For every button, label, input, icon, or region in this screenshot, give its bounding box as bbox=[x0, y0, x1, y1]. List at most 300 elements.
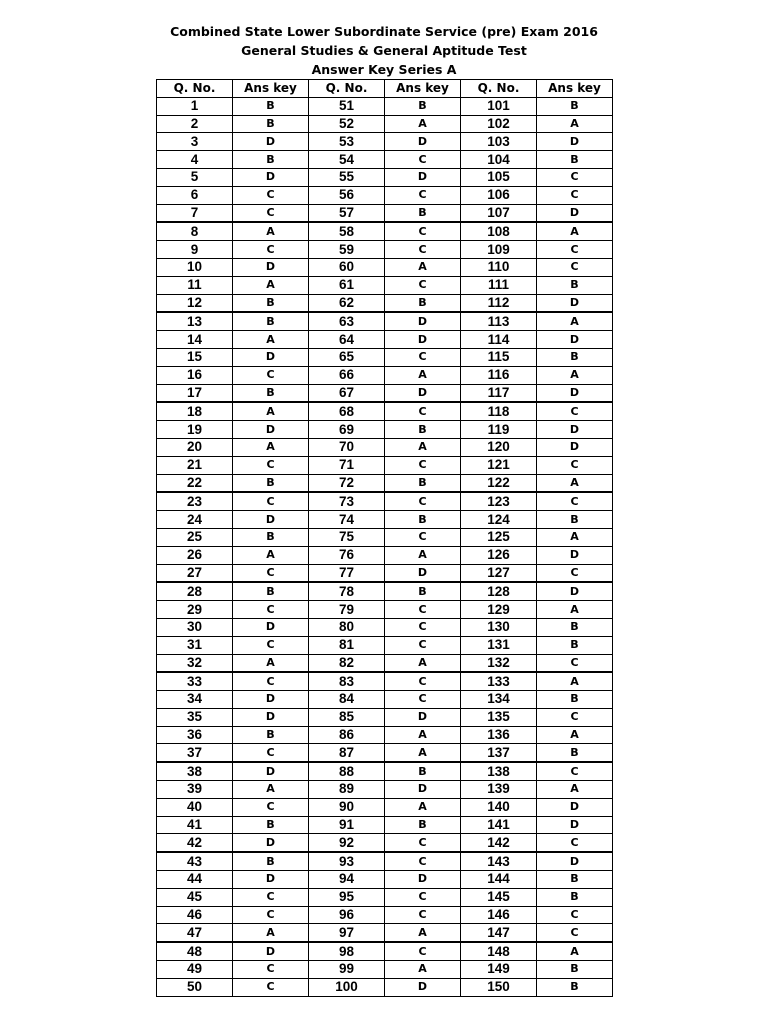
answer-key-cell: C bbox=[233, 888, 309, 906]
answer-key-cell: D bbox=[233, 691, 309, 709]
question-number-cell: 26 bbox=[157, 546, 233, 564]
question-number-cell: 96 bbox=[309, 906, 385, 924]
question-number-cell: 1 bbox=[157, 97, 233, 115]
table-row bbox=[157, 168, 613, 186]
answer-key-cell: D bbox=[537, 798, 613, 816]
answer-key-cell: D bbox=[385, 312, 461, 330]
question-number-cell: 7 bbox=[157, 204, 233, 222]
question-number-cell: 93 bbox=[309, 852, 385, 870]
table-row bbox=[157, 528, 613, 546]
column-header-anskey-2: Ans key bbox=[385, 80, 461, 98]
question-number-cell: 61 bbox=[309, 276, 385, 294]
answer-key-cell: C bbox=[233, 186, 309, 204]
answer-key-cell: A bbox=[385, 438, 461, 456]
answer-key-cell: B bbox=[385, 582, 461, 600]
answer-key-cell: C bbox=[233, 564, 309, 582]
question-number-cell: 108 bbox=[461, 222, 537, 240]
answer-key-cell: D bbox=[233, 258, 309, 276]
table-row bbox=[157, 601, 613, 619]
answer-key-cell: A bbox=[537, 474, 613, 492]
question-number-cell: 29 bbox=[157, 601, 233, 619]
question-number-cell: 73 bbox=[309, 492, 385, 510]
answer-key-cell: D bbox=[537, 438, 613, 456]
question-number-cell: 52 bbox=[309, 115, 385, 133]
answer-key-cell: D bbox=[233, 871, 309, 889]
question-number-cell: 137 bbox=[461, 744, 537, 762]
table-row bbox=[157, 888, 613, 906]
answer-key-cell: A bbox=[385, 654, 461, 672]
question-number-cell: 80 bbox=[309, 618, 385, 636]
question-number-cell: 100 bbox=[309, 978, 385, 996]
answer-key-cell: A bbox=[537, 312, 613, 330]
table-row bbox=[157, 582, 613, 600]
question-number-cell: 144 bbox=[461, 871, 537, 889]
question-number-cell: 31 bbox=[157, 636, 233, 654]
question-number-cell: 50 bbox=[157, 978, 233, 996]
question-number-cell: 94 bbox=[309, 871, 385, 889]
question-number-cell: 11 bbox=[157, 276, 233, 294]
answer-key-cell: C bbox=[537, 654, 613, 672]
answer-key-cell: D bbox=[385, 331, 461, 349]
column-header-anskey-1: Ans key bbox=[233, 80, 309, 98]
question-number-cell: 131 bbox=[461, 636, 537, 654]
test-subtitle: General Studies & General Aptitude Test bbox=[241, 43, 527, 58]
question-number-cell: 109 bbox=[461, 241, 537, 259]
question-number-cell: 78 bbox=[309, 582, 385, 600]
question-number-cell: 139 bbox=[461, 781, 537, 799]
answer-key-cell: B bbox=[233, 312, 309, 330]
table-row bbox=[157, 151, 613, 169]
answer-key-cell: C bbox=[233, 744, 309, 762]
answer-key-cell: B bbox=[537, 618, 613, 636]
question-number-cell: 66 bbox=[309, 366, 385, 384]
table-row bbox=[157, 978, 613, 996]
answer-key-cell: D bbox=[385, 781, 461, 799]
answer-key-cell: A bbox=[385, 366, 461, 384]
question-number-cell: 32 bbox=[157, 654, 233, 672]
question-number-cell: 114 bbox=[461, 331, 537, 349]
column-header-qno-3: Q. No. bbox=[461, 80, 537, 98]
answer-key-cell: D bbox=[385, 168, 461, 186]
question-number-cell: 148 bbox=[461, 942, 537, 960]
question-number-cell: 118 bbox=[461, 402, 537, 420]
question-number-cell: 74 bbox=[309, 511, 385, 529]
answer-key-cell: B bbox=[233, 582, 309, 600]
question-number-cell: 14 bbox=[157, 331, 233, 349]
answer-key-cell: A bbox=[385, 744, 461, 762]
answer-key-cell: A bbox=[537, 942, 613, 960]
answer-key-cell: B bbox=[385, 421, 461, 439]
answer-key-cell: A bbox=[233, 781, 309, 799]
answer-key-cell: A bbox=[385, 258, 461, 276]
answer-key-cell: C bbox=[233, 906, 309, 924]
question-number-cell: 22 bbox=[157, 474, 233, 492]
question-number-cell: 69 bbox=[309, 421, 385, 439]
question-number-cell: 85 bbox=[309, 708, 385, 726]
table-row bbox=[157, 241, 613, 259]
answer-key-cell: C bbox=[385, 186, 461, 204]
answer-key-cell: C bbox=[537, 708, 613, 726]
answer-key-cell: B bbox=[537, 888, 613, 906]
question-number-cell: 126 bbox=[461, 546, 537, 564]
question-number-cell: 68 bbox=[309, 402, 385, 420]
answer-key-cell: D bbox=[233, 618, 309, 636]
answer-key-cell: A bbox=[537, 222, 613, 240]
table-row bbox=[157, 672, 613, 690]
answer-key-cell: D bbox=[233, 942, 309, 960]
answer-key-cell: D bbox=[233, 708, 309, 726]
answer-key-cell: B bbox=[233, 528, 309, 546]
table-header-row bbox=[157, 80, 613, 98]
answer-key-cell: B bbox=[537, 97, 613, 115]
answer-key-cell: B bbox=[233, 115, 309, 133]
answer-key-cell: C bbox=[385, 834, 461, 852]
question-number-cell: 134 bbox=[461, 691, 537, 709]
question-number-cell: 15 bbox=[157, 348, 233, 366]
question-number-cell: 41 bbox=[157, 816, 233, 834]
table-row bbox=[157, 744, 613, 762]
question-number-cell: 149 bbox=[461, 961, 537, 979]
answer-key-cell: C bbox=[537, 186, 613, 204]
question-number-cell: 129 bbox=[461, 601, 537, 619]
table-row bbox=[157, 456, 613, 474]
answer-key-cell: C bbox=[385, 222, 461, 240]
question-number-cell: 99 bbox=[309, 961, 385, 979]
question-number-cell: 141 bbox=[461, 816, 537, 834]
question-number-cell: 135 bbox=[461, 708, 537, 726]
question-number-cell: 57 bbox=[309, 204, 385, 222]
answer-key-cell: A bbox=[385, 924, 461, 942]
question-number-cell: 63 bbox=[309, 312, 385, 330]
question-number-cell: 146 bbox=[461, 906, 537, 924]
question-number-cell: 55 bbox=[309, 168, 385, 186]
question-number-cell: 110 bbox=[461, 258, 537, 276]
question-number-cell: 36 bbox=[157, 726, 233, 744]
question-number-cell: 111 bbox=[461, 276, 537, 294]
answer-key-cell: C bbox=[385, 636, 461, 654]
answer-key-cell: A bbox=[233, 402, 309, 420]
question-number-cell: 119 bbox=[461, 421, 537, 439]
answer-key-cell: C bbox=[385, 348, 461, 366]
answer-key-cell: D bbox=[385, 133, 461, 151]
answer-key-cell: D bbox=[233, 168, 309, 186]
answer-key-cell: D bbox=[537, 852, 613, 870]
question-number-cell: 70 bbox=[309, 438, 385, 456]
answer-key-cell: C bbox=[385, 618, 461, 636]
answer-key-cell: B bbox=[537, 151, 613, 169]
table-row bbox=[157, 762, 613, 780]
table-row bbox=[157, 312, 613, 330]
question-number-cell: 45 bbox=[157, 888, 233, 906]
question-number-cell: 116 bbox=[461, 366, 537, 384]
answer-key-cell: B bbox=[385, 474, 461, 492]
question-number-cell: 84 bbox=[309, 691, 385, 709]
answer-key-table bbox=[156, 79, 613, 997]
question-number-cell: 2 bbox=[157, 115, 233, 133]
answer-key-cell: C bbox=[385, 528, 461, 546]
table-row bbox=[157, 402, 613, 420]
column-header-qno-2: Q. No. bbox=[309, 80, 385, 98]
answer-key-cell: B bbox=[385, 511, 461, 529]
question-number-cell: 4 bbox=[157, 151, 233, 169]
question-number-cell: 71 bbox=[309, 456, 385, 474]
answer-key-cell: D bbox=[385, 871, 461, 889]
table-row bbox=[157, 852, 613, 870]
question-number-cell: 117 bbox=[461, 384, 537, 402]
answer-key-cell: D bbox=[537, 421, 613, 439]
table-row bbox=[157, 564, 613, 582]
question-number-cell: 115 bbox=[461, 348, 537, 366]
document-header bbox=[0, 22, 768, 79]
question-number-cell: 51 bbox=[309, 97, 385, 115]
answer-key-cell: D bbox=[537, 816, 613, 834]
table-row bbox=[157, 924, 613, 942]
question-number-cell: 13 bbox=[157, 312, 233, 330]
answer-key-cell: A bbox=[537, 528, 613, 546]
question-number-cell: 17 bbox=[157, 384, 233, 402]
question-number-cell: 86 bbox=[309, 726, 385, 744]
answer-key-cell: C bbox=[385, 241, 461, 259]
answer-key-cell: D bbox=[537, 546, 613, 564]
answer-key-cell: D bbox=[537, 384, 613, 402]
answer-key-cell: D bbox=[537, 294, 613, 312]
answer-key-cell: C bbox=[385, 492, 461, 510]
question-number-cell: 24 bbox=[157, 511, 233, 529]
table-row bbox=[157, 906, 613, 924]
question-number-cell: 105 bbox=[461, 168, 537, 186]
answer-key-cell: C bbox=[385, 151, 461, 169]
question-number-cell: 5 bbox=[157, 168, 233, 186]
answer-key-cell: C bbox=[537, 924, 613, 942]
answer-key-cell: A bbox=[233, 546, 309, 564]
question-number-cell: 92 bbox=[309, 834, 385, 852]
question-number-cell: 112 bbox=[461, 294, 537, 312]
answer-key-cell: B bbox=[537, 691, 613, 709]
question-number-cell: 34 bbox=[157, 691, 233, 709]
answer-key-cell: B bbox=[233, 726, 309, 744]
question-number-cell: 130 bbox=[461, 618, 537, 636]
answer-key-cell: B bbox=[537, 978, 613, 996]
answer-key-cell: A bbox=[537, 781, 613, 799]
table-row bbox=[157, 258, 613, 276]
exam-title: Combined State Lower Subordinate Service (pre) Exam 2016 bbox=[170, 24, 598, 39]
answer-key-cell: A bbox=[385, 961, 461, 979]
question-number-cell: 56 bbox=[309, 186, 385, 204]
question-number-cell: 46 bbox=[157, 906, 233, 924]
table-row bbox=[157, 781, 613, 799]
table-row bbox=[157, 384, 613, 402]
question-number-cell: 60 bbox=[309, 258, 385, 276]
question-number-cell: 30 bbox=[157, 618, 233, 636]
question-number-cell: 104 bbox=[461, 151, 537, 169]
answer-key-cell: B bbox=[233, 384, 309, 402]
question-number-cell: 98 bbox=[309, 942, 385, 960]
answer-key-cell: D bbox=[385, 708, 461, 726]
answer-key-cell: C bbox=[233, 204, 309, 222]
answer-key-cell: B bbox=[537, 348, 613, 366]
question-number-cell: 49 bbox=[157, 961, 233, 979]
question-number-cell: 39 bbox=[157, 781, 233, 799]
question-number-cell: 75 bbox=[309, 528, 385, 546]
answer-key-cell: B bbox=[233, 474, 309, 492]
answer-key-cell: C bbox=[537, 168, 613, 186]
answer-key-cell: C bbox=[233, 798, 309, 816]
answer-key-cell: C bbox=[385, 402, 461, 420]
question-number-cell: 42 bbox=[157, 834, 233, 852]
question-number-cell: 23 bbox=[157, 492, 233, 510]
question-number-cell: 133 bbox=[461, 672, 537, 690]
answer-key-cell: B bbox=[233, 852, 309, 870]
question-number-cell: 65 bbox=[309, 348, 385, 366]
question-number-cell: 125 bbox=[461, 528, 537, 546]
answer-key-cell: A bbox=[537, 672, 613, 690]
question-number-cell: 77 bbox=[309, 564, 385, 582]
answer-key-cell: A bbox=[233, 276, 309, 294]
question-number-cell: 101 bbox=[461, 97, 537, 115]
question-number-cell: 25 bbox=[157, 528, 233, 546]
answer-key-cell: C bbox=[233, 636, 309, 654]
table-row bbox=[157, 133, 613, 151]
answer-key-cell: B bbox=[233, 97, 309, 115]
question-number-cell: 82 bbox=[309, 654, 385, 672]
question-number-cell: 19 bbox=[157, 421, 233, 439]
question-number-cell: 123 bbox=[461, 492, 537, 510]
table-row bbox=[157, 474, 613, 492]
question-number-cell: 124 bbox=[461, 511, 537, 529]
answer-key-cell: C bbox=[233, 978, 309, 996]
table-row bbox=[157, 511, 613, 529]
answer-key-cell: D bbox=[537, 331, 613, 349]
question-number-cell: 20 bbox=[157, 438, 233, 456]
answer-key-cell: D bbox=[537, 204, 613, 222]
question-number-cell: 6 bbox=[157, 186, 233, 204]
answer-key-cell: C bbox=[233, 456, 309, 474]
answer-key-cell: C bbox=[537, 906, 613, 924]
question-number-cell: 127 bbox=[461, 564, 537, 582]
answer-key-cell: B bbox=[385, 816, 461, 834]
question-number-cell: 107 bbox=[461, 204, 537, 222]
question-number-cell: 106 bbox=[461, 186, 537, 204]
question-number-cell: 37 bbox=[157, 744, 233, 762]
question-number-cell: 18 bbox=[157, 402, 233, 420]
answer-key-cell: D bbox=[385, 978, 461, 996]
question-number-cell: 48 bbox=[157, 942, 233, 960]
question-number-cell: 43 bbox=[157, 852, 233, 870]
question-number-cell: 87 bbox=[309, 744, 385, 762]
table-row bbox=[157, 276, 613, 294]
answer-key-cell: B bbox=[537, 276, 613, 294]
answer-key-cell: C bbox=[537, 241, 613, 259]
answer-key-cell: D bbox=[233, 834, 309, 852]
answer-key-cell: A bbox=[233, 222, 309, 240]
answer-key-cell: C bbox=[233, 366, 309, 384]
question-number-cell: 142 bbox=[461, 834, 537, 852]
answer-key-cell: C bbox=[385, 276, 461, 294]
question-number-cell: 38 bbox=[157, 762, 233, 780]
answer-key-cell: C bbox=[385, 691, 461, 709]
answer-key-cell: C bbox=[385, 906, 461, 924]
question-number-cell: 35 bbox=[157, 708, 233, 726]
question-number-cell: 62 bbox=[309, 294, 385, 312]
question-number-cell: 58 bbox=[309, 222, 385, 240]
question-number-cell: 120 bbox=[461, 438, 537, 456]
table-row bbox=[157, 871, 613, 889]
question-number-cell: 88 bbox=[309, 762, 385, 780]
answer-key-cell: B bbox=[385, 294, 461, 312]
question-number-cell: 40 bbox=[157, 798, 233, 816]
question-number-cell: 72 bbox=[309, 474, 385, 492]
answer-key-cell: A bbox=[385, 546, 461, 564]
table-row bbox=[157, 294, 613, 312]
question-number-cell: 81 bbox=[309, 636, 385, 654]
series-label: Answer Key Series A bbox=[311, 62, 457, 77]
question-number-cell: 33 bbox=[157, 672, 233, 690]
table-row bbox=[157, 366, 613, 384]
question-number-cell: 12 bbox=[157, 294, 233, 312]
answer-key-cell: D bbox=[385, 384, 461, 402]
answer-key-cell: C bbox=[385, 942, 461, 960]
answer-key-cell: B bbox=[537, 871, 613, 889]
answer-key-cell: B bbox=[233, 151, 309, 169]
table-row bbox=[157, 834, 613, 852]
table-row bbox=[157, 691, 613, 709]
table-row bbox=[157, 942, 613, 960]
answer-key-cell: D bbox=[385, 564, 461, 582]
answer-key-cell: C bbox=[233, 961, 309, 979]
answer-key-cell: C bbox=[233, 672, 309, 690]
question-number-cell: 132 bbox=[461, 654, 537, 672]
question-number-cell: 28 bbox=[157, 582, 233, 600]
answer-key-cell: D bbox=[537, 582, 613, 600]
answer-key-cell: D bbox=[233, 133, 309, 151]
question-number-cell: 44 bbox=[157, 871, 233, 889]
answer-key-cell: A bbox=[537, 601, 613, 619]
answer-key-cell: A bbox=[385, 798, 461, 816]
question-number-cell: 10 bbox=[157, 258, 233, 276]
answer-key-cell: A bbox=[233, 438, 309, 456]
question-number-cell: 143 bbox=[461, 852, 537, 870]
question-number-cell: 16 bbox=[157, 366, 233, 384]
answer-key-cell: B bbox=[233, 294, 309, 312]
answer-key-cell: B bbox=[385, 204, 461, 222]
question-number-cell: 47 bbox=[157, 924, 233, 942]
table-row bbox=[157, 961, 613, 979]
question-number-cell: 128 bbox=[461, 582, 537, 600]
answer-key-cell: C bbox=[233, 241, 309, 259]
table-row bbox=[157, 726, 613, 744]
answer-key-cell: C bbox=[537, 564, 613, 582]
table-row bbox=[157, 348, 613, 366]
answer-key-cell: C bbox=[537, 834, 613, 852]
answer-key-cell: A bbox=[385, 115, 461, 133]
answer-key-cell: C bbox=[537, 258, 613, 276]
answer-key-cell: C bbox=[233, 492, 309, 510]
answer-key-cell: C bbox=[537, 762, 613, 780]
question-number-cell: 76 bbox=[309, 546, 385, 564]
table-body bbox=[157, 97, 613, 996]
table-row bbox=[157, 654, 613, 672]
column-header-qno-1: Q. No. bbox=[157, 80, 233, 98]
answer-key-cell: C bbox=[233, 601, 309, 619]
question-number-cell: 8 bbox=[157, 222, 233, 240]
table-row bbox=[157, 708, 613, 726]
table-row bbox=[157, 798, 613, 816]
answer-key-cell: A bbox=[233, 924, 309, 942]
answer-key-cell: D bbox=[537, 133, 613, 151]
answer-key-cell: A bbox=[537, 726, 613, 744]
answer-key-cell: C bbox=[385, 456, 461, 474]
answer-key-cell: B bbox=[385, 762, 461, 780]
